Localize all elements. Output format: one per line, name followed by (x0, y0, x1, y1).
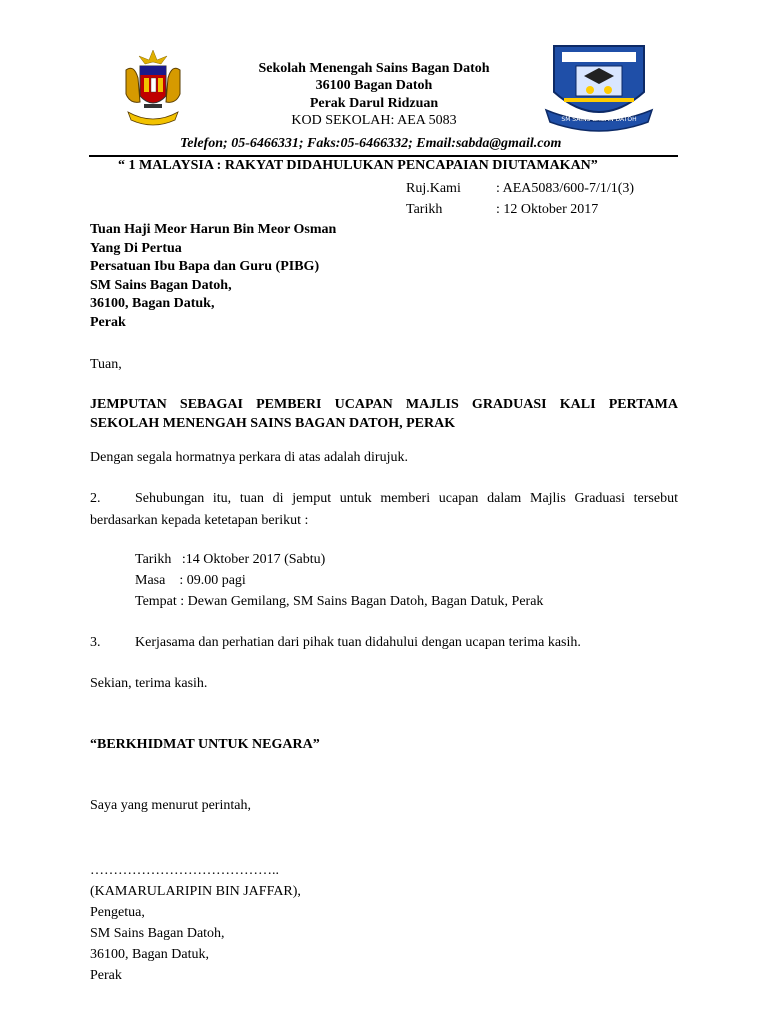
header-divider (89, 155, 678, 157)
coat-of-arms-logo (120, 48, 186, 130)
recipient-line: 36100, Bagan Datuk, (90, 296, 215, 311)
signatory-school: SM Sains Bagan Datoh, (90, 926, 225, 941)
paragraph-2-line-2: berdasarkan kepada ketetapan berikut : (90, 513, 309, 528)
recipient-line: SM Sains Bagan Datoh, (90, 277, 232, 293)
recipient-line: Persatuan Ibu Bapa dan Guru (PIBG) (90, 259, 320, 274)
recipient-line: Tuan Haji Meor Harun Bin Meor Osman (90, 222, 337, 237)
salutation: Tuan, (90, 357, 122, 372)
recipient-line: Perak (90, 314, 126, 330)
ref-value: : AEA5083/600-7/1/1(3) (496, 181, 635, 196)
paragraph-2-line-1: Sehubungan itu, tuan di jemput untuk memberi ucapan dalam Majlis Graduasi tersebut (135, 491, 678, 506)
subject-line-1: JEMPUTAN SEBAGAI PEMBERI UCAPAN MAJLIS GRADUASI KALI PERTAMA (90, 397, 678, 412)
signature-dots: ………………………………….. (90, 863, 279, 878)
school-postcode-town: 36100 Bagan Datoh (315, 78, 433, 93)
ref-label: Ruj.Kami (406, 181, 461, 196)
school-name: Sekolah Menengah Sains Bagan Datoh (258, 61, 490, 76)
recipient-address (90, 221, 336, 332)
paragraph-3-text: Kerjasama dan perhatian dari pihak tuan didahului dengan ucapan terima kasih. (135, 635, 581, 650)
signatory-title: Pengetua, (90, 905, 145, 920)
motto: “ 1 MALAYSIA : RAKYAT DIDAHULUKAN PENCAPAIAN DIUTAMAKAN” (118, 158, 598, 173)
school-crest-logo (540, 40, 658, 132)
signatory-town: 36100, Bagan Datuk, (90, 947, 209, 962)
signature-block (90, 860, 301, 986)
closing-line: Sekian, terima kasih. (90, 676, 208, 691)
paragraph-2-number: 2. (90, 491, 101, 506)
detail-date: Tarikh :14 Oktober 2017 (Sabtu) (135, 552, 326, 567)
yours-faithfully: Saya yang menurut perintah, (90, 798, 251, 813)
detail-venue: Tempat : Dewan Gemilang, SM Sains Bagan Datoh, Bagan Datuk, Perak (135, 594, 544, 609)
paragraph-3-number: 3. (90, 635, 101, 650)
school-crest-text: SM SAINS BAGAN DATOH (561, 116, 637, 123)
signatory-state: Perak (90, 968, 122, 983)
subject-line-2: SEKOLAH MENENGAH SAINS BAGAN DATOH, PERAK (90, 416, 456, 431)
recipient-line: Yang Di Pertua (90, 240, 182, 256)
slogan: “BERKHIDMAT UNTUK NEGARA” (90, 737, 320, 752)
school-state: Perak Darul Ridzuan (309, 96, 439, 111)
signatory-name: (KAMARULARIPIN BIN JAFFAR), (90, 884, 301, 899)
school-code: KOD SEKOLAH: AEA 5083 (291, 113, 457, 128)
date-label: Tarikh (406, 202, 443, 217)
contact-line: Telefon; 05-6466331; Faks:05-6466332; Email:sabda@gmail.com (180, 136, 562, 151)
paragraph-1: Dengan segala hormatnya perkara di atas adalah dirujuk. (90, 450, 408, 465)
detail-time: Masa : 09.00 pagi (135, 573, 246, 588)
date-value: : 12 Oktober 2017 (496, 202, 599, 217)
